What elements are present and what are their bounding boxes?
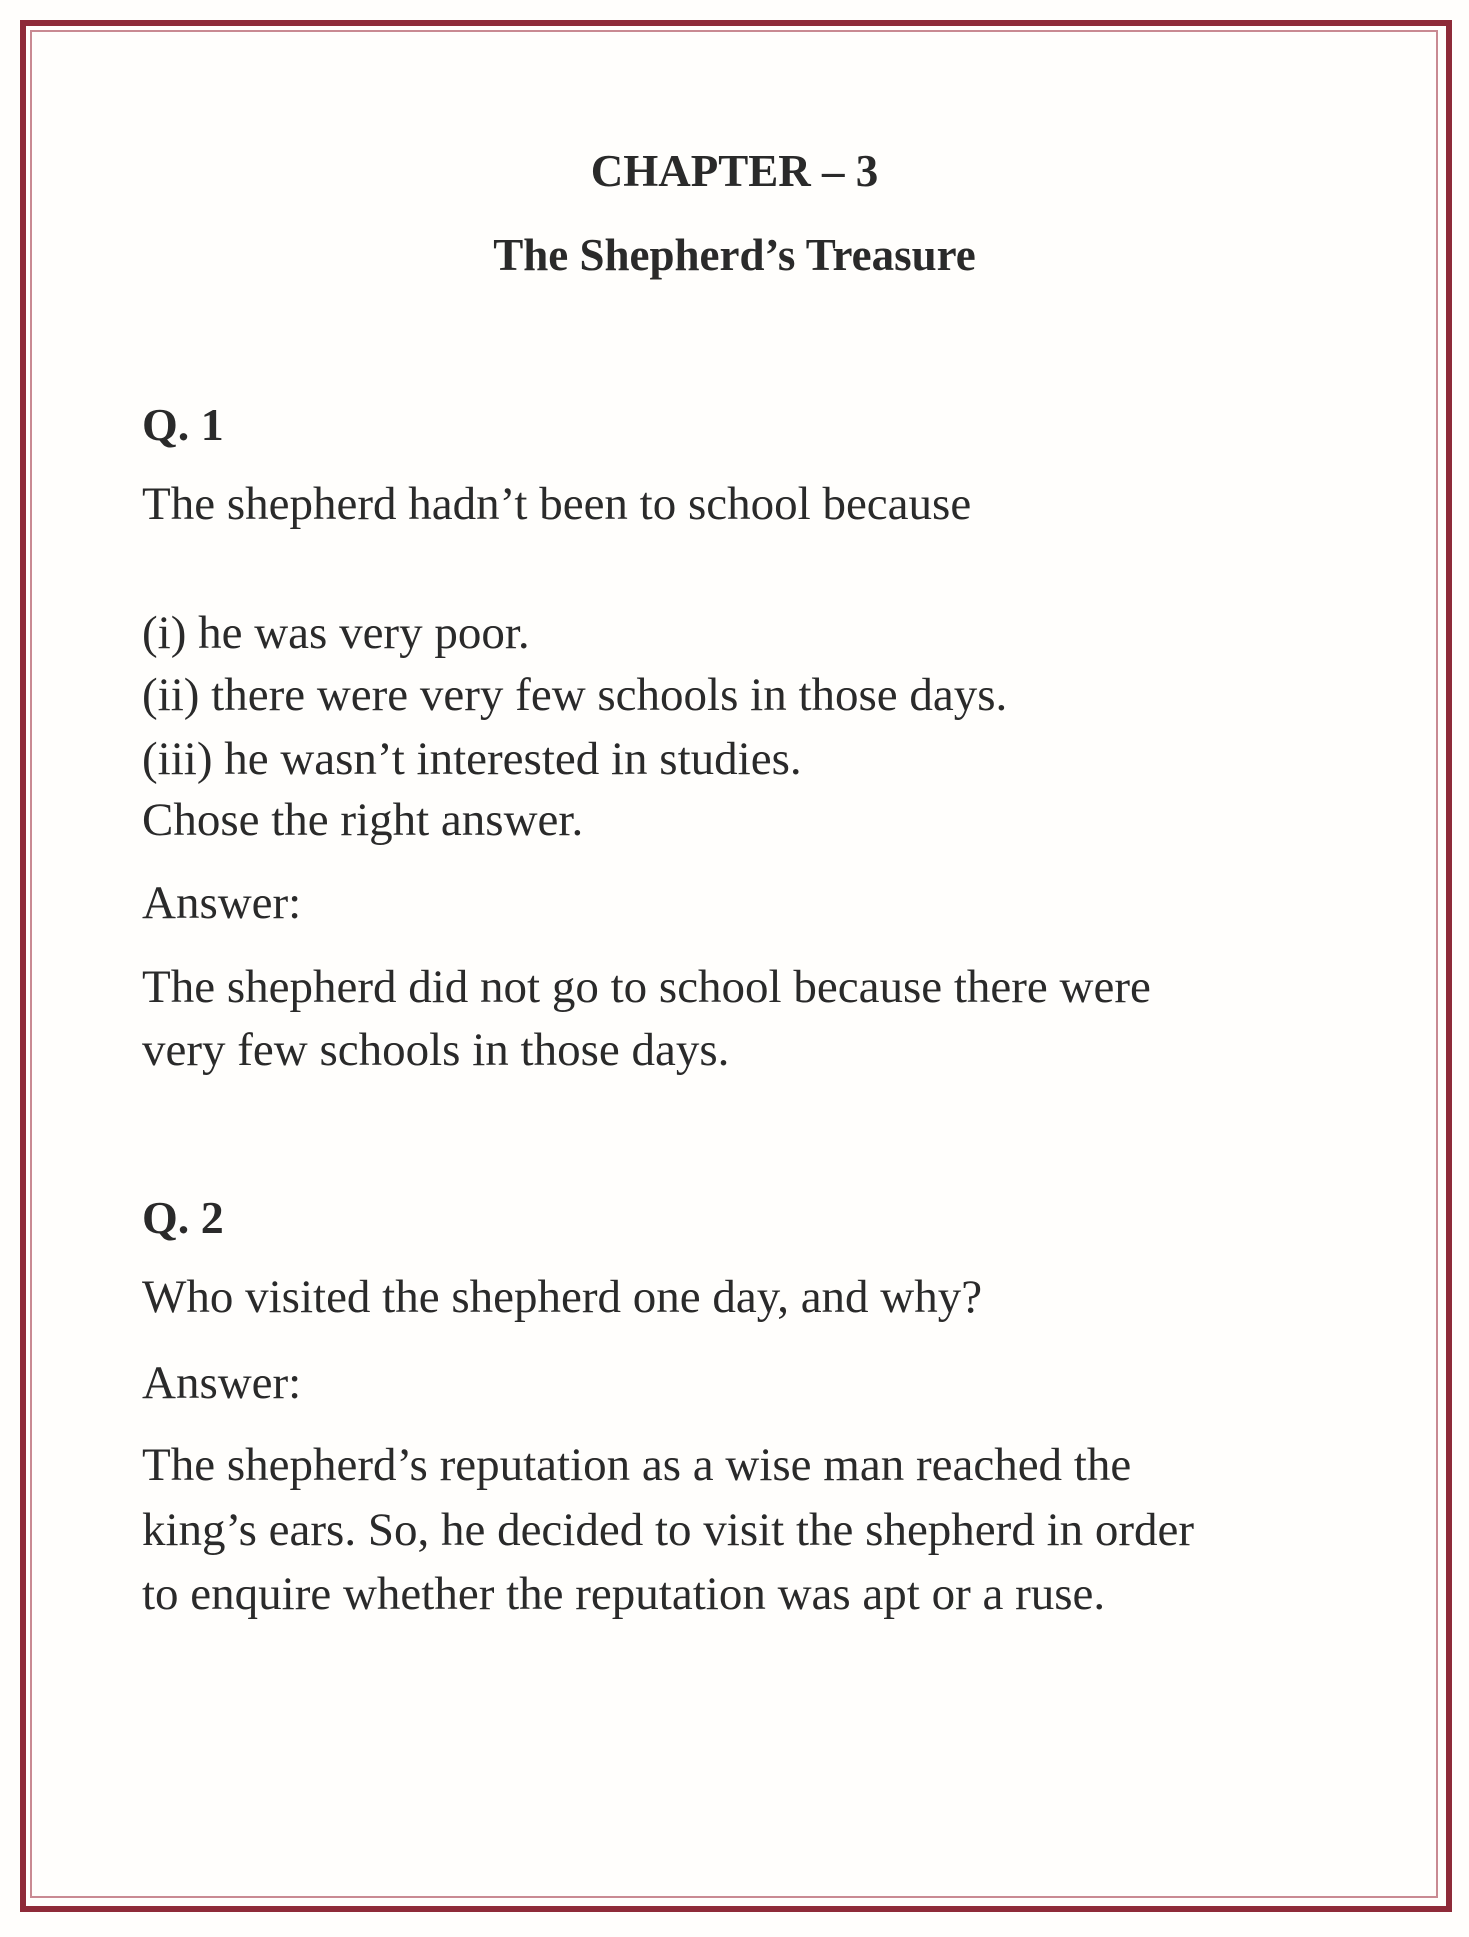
question-2-answer-label: Answer: — [142, 1357, 302, 1409]
question-1-prompt: The shepherd hadn’t been to school because — [142, 478, 972, 530]
question-2-label: Q. 2 — [142, 1192, 224, 1243]
question-2-answer-line: The shepherd’s reputation as a wise man reached the — [142, 1439, 1132, 1491]
question-1-option-3: (iii) he wasn’t interested in studies. — [142, 733, 802, 785]
question-1-answer-label: Answer: — [142, 877, 302, 929]
question-1-option-1: (i) he was very poor. — [142, 607, 530, 659]
question-1-instruction: Chose the right answer. — [142, 794, 584, 846]
page-title: The Shepherd’s Treasure — [493, 230, 976, 280]
question-1-answer-line: very few schools in those days. — [142, 1024, 730, 1076]
question-2-prompt: Who visited the shepherd one day, and why? — [142, 1271, 983, 1323]
question-2-answer-line: king’s ears. So, he decided to visit the shepherd in order — [142, 1504, 1195, 1556]
question-1-label: Q. 1 — [142, 399, 224, 450]
chapter-heading: CHAPTER – 3 — [590, 146, 879, 196]
question-1-answer-line: The shepherd did not go to school because there were — [142, 961, 1151, 1013]
question-1-option-2: (ii) there were very few schools in those days. — [142, 669, 1008, 721]
question-2-answer-line: to enquire whether the reputation was apt or a ruse. — [142, 1568, 1106, 1620]
